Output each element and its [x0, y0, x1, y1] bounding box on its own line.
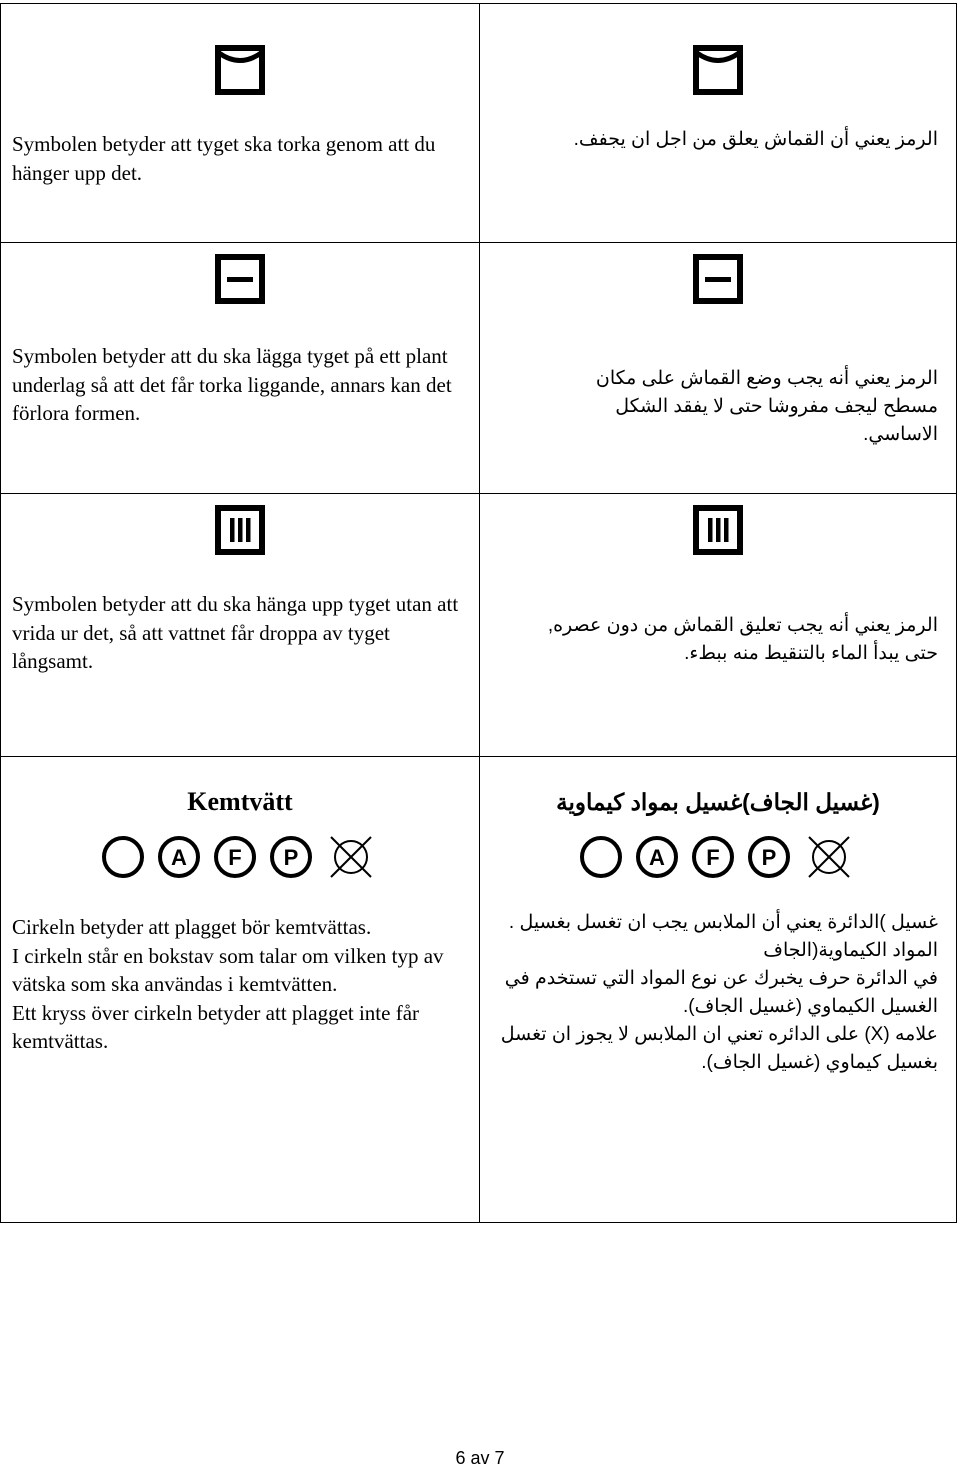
- table-row: [1, 494, 957, 757]
- circle-p-icon: [750, 838, 788, 876]
- ar-line: غسيل )الدائرة يعني أن الملابس يجب ان تغسل بغسيل . المواد الكيماوية(الجاف: [508, 912, 938, 961]
- drip-dry-symbol-icon: [214, 504, 266, 556]
- sv-line: I cirkeln står en bokstav som talar om vilken typ av vätska som ska användas i kemtvätten.: [12, 943, 444, 996]
- sv-line: Cirkeln betyder att plagget bör kemtvättas.: [12, 915, 372, 939]
- table-row: [1, 243, 957, 494]
- svg-text:P: P: [283, 845, 299, 870]
- care-symbols-table: [0, 3, 957, 1223]
- description-sv: Symbolen betyder att tyget ska torka genom att du hänger upp det.: [12, 132, 436, 185]
- arabic-cell: [480, 494, 957, 757]
- description-sv: Symbolen betyder att du ska lägga tyget på ett plant underlag så att det får torka liggande, annars kan det förlora formen.: [12, 344, 452, 425]
- crossed-circle-icon: [331, 837, 371, 877]
- table-row: [1, 4, 957, 243]
- svg-text:F: F: [706, 845, 720, 870]
- description-sv: [12, 913, 469, 1056]
- description-ar: الرمز يعني أنه يجب تعليق القماش من دون عصره, حتى يبدأ الماء بالتنقيط منه ببطء.: [547, 615, 938, 664]
- description-sv: Symbolen betyder att du ska hänga upp tyget utan att vrida ur det, så att vattnet får droppa av tyget långsamt.: [12, 592, 459, 673]
- swedish-cell: [1, 4, 480, 243]
- circle-f-icon: [216, 838, 254, 876]
- circle-icon: [104, 838, 142, 876]
- dry-flat-symbol-icon: [214, 253, 266, 305]
- svg-text:F: F: [228, 845, 242, 870]
- crossed-circle-icon: [809, 837, 849, 877]
- ar-line: علامه (X) على الدائره تعني ان الملابس لا يجوز ان تغسل بغسيل كيماوي (غسيل الجاف).: [500, 1024, 938, 1073]
- swedish-cell: [1, 243, 480, 494]
- ar-line: في الدائرة حرف يخبرك عن نوع المواد التي تستخدم في الغسيل الكيماوي (غسيل الجاف).: [504, 968, 938, 1017]
- table-row: [1, 757, 957, 1223]
- description-ar: الرمز يعني أن القماش يعلق من اجل ان يجفف.: [573, 129, 938, 150]
- sv-line: Ett kryss över cirkeln betyder att plagget inte får kemtvättas.: [12, 1000, 420, 1053]
- swedish-cell: [1, 757, 480, 1223]
- description-ar: [498, 909, 938, 1077]
- circle-p-icon: [272, 838, 310, 876]
- circle-a-icon: [160, 838, 198, 876]
- heading-sv: Kemtvätt: [187, 787, 293, 816]
- arabic-cell: [480, 757, 957, 1223]
- page-number: 6 av 7: [455, 1448, 505, 1468]
- svg-text:A: A: [171, 845, 187, 870]
- description-ar: الرمز يعني أنه يجب وضع القماش على مكان مسطح ليجف مفروشا حتى لا يفقد الشكل الاساسي.: [595, 368, 938, 445]
- line-dry-symbol-icon: [214, 44, 266, 96]
- circle-a-icon: [638, 838, 676, 876]
- circle-icon: [582, 838, 620, 876]
- svg-text:P: P: [761, 845, 777, 870]
- heading-ar: (غسيل الجاف)غسيل بمواد كيماوية: [556, 789, 880, 815]
- arabic-cell: [480, 243, 957, 494]
- dry-flat-symbol-icon: [692, 253, 744, 305]
- line-dry-symbol-icon: [692, 44, 744, 96]
- swedish-cell: [1, 494, 480, 757]
- circle-f-icon: [694, 838, 732, 876]
- arabic-cell: [480, 4, 957, 243]
- drycleaning-symbols: [578, 833, 858, 881]
- drip-dry-symbol-icon: [692, 504, 744, 556]
- drycleaning-symbols: [100, 833, 380, 881]
- svg-text:A: A: [649, 845, 665, 870]
